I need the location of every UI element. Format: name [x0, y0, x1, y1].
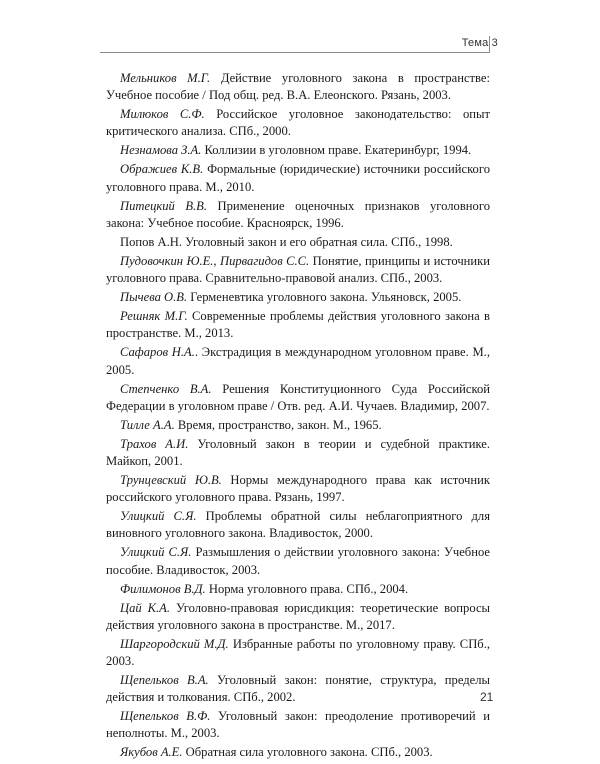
reference-item — [106, 381, 490, 415]
reference-item — [106, 417, 490, 434]
reference-text: Формальные (юридические) источники российского уголовного права. М., 2010. — [106, 162, 490, 194]
header-rule — [100, 52, 490, 53]
reference-author: Якубов А.Е. — [120, 745, 183, 760]
reference-author: Трунцевский Ю.В. — [120, 473, 222, 488]
reference-author: Улицкий С.Я. — [120, 509, 197, 524]
reference-item — [106, 70, 490, 104]
reference-text: Норма уголовного права. СПб., 2004. — [205, 581, 409, 596]
reference-author: Тилле А.А. — [120, 417, 175, 432]
reference-author: Питецкий В.В. — [120, 198, 208, 213]
reference-item — [106, 544, 490, 578]
reference-text: Время, пространство, закон. М., 1965. — [174, 417, 382, 432]
reference-author: Милюков С.Ф. — [120, 107, 205, 122]
reference-text: Уголовно-правовая юрисдикция: теоретические вопросы действия уголовного закона в пространстве. М., 2017. — [106, 600, 490, 632]
reference-text: Проблемы обратной силы неблагоприятного для виновного уголовного закона. Владивосток, 2000. — [106, 509, 490, 541]
reference-item — [106, 198, 490, 232]
reference-item — [106, 289, 490, 306]
reference-item — [106, 508, 490, 542]
reference-list — [106, 70, 490, 764]
reference-text: Попов А.Н. Уголовный закон и его обратная сила. СПб., 1998. — [120, 234, 453, 249]
reference-author: Незнамова З.А. — [120, 143, 202, 158]
reference-text: Современные проблемы действия уголовного закона в пространстве. М., 2013. — [106, 309, 490, 341]
reference-author: Ображиев К.В. — [120, 162, 204, 177]
reference-author: Решняк М.Г. — [120, 309, 188, 324]
reference-author: Трахов А.И. — [120, 436, 189, 451]
reference-item — [106, 708, 490, 742]
reference-author: Сафаров Н.А. — [120, 345, 195, 360]
reference-author: Пычева О.В. — [120, 290, 188, 305]
reference-item — [106, 672, 490, 706]
page-number: 21 — [480, 690, 494, 704]
reference-author: Цай К.А. — [120, 600, 170, 615]
reference-item — [106, 308, 490, 342]
reference-text: Российское уголовное законодательство: опыт критического анализа. СПб., 2000. — [106, 107, 490, 139]
reference-author: Шаргородский М.Д. — [120, 636, 229, 651]
reference-item — [106, 636, 490, 670]
reference-author: Щепельков В.А. — [120, 673, 209, 688]
reference-text: Размышления о действии уголовного закона: Учебное пособие. Владивосток, 2003. — [106, 545, 490, 577]
reference-text: Уголовный закон в теории и судебной практике. Майкоп, 2001. — [106, 436, 490, 468]
reference-text: Решения Конституционного Суда Российской Федерации в уголовном праве / Отв. ред. А.И. Чучаев. Владимир, 2007. — [106, 381, 490, 413]
reference-item — [106, 581, 490, 598]
reference-text: Избранные работы по уголовному праву. СПб., 2003. — [106, 636, 491, 668]
reference-text: . Экстрадиция в международном уголовном праве. М., 2005. — [106, 345, 490, 377]
reference-author: Улицкий С.Я. — [120, 545, 192, 560]
reference-item — [106, 744, 490, 761]
reference-text: Коллизии в уголовном праве. Екатеринбург, 1994. — [201, 143, 472, 158]
reference-item — [106, 472, 490, 506]
reference-item — [106, 344, 490, 378]
reference-text: Обратная сила уголовного закона. СПб., 2003. — [182, 745, 433, 760]
reference-author: Филимонов В.Д. — [120, 581, 206, 596]
reference-text: Герменевтика уголовного закона. Ульяновск, 2005. — [187, 290, 462, 305]
reference-text: Применение оценочных признаков уголовного закона: Учебное пособие. Красноярск, 1996. — [106, 198, 490, 230]
reference-text: Понятие, принципы и источники уголовного права. Сравнительно-правовой анализ. СПб., 2003. — [106, 253, 491, 286]
reference-author: Пудовочкин Ю.Е., Пирвагидов С.С. — [120, 253, 310, 268]
reference-item — [106, 253, 490, 287]
reference-text: Уголовный закон: преодоление противоречий и неполноты. М., 2003. — [106, 709, 490, 741]
reference-text: Нормы международного права как источник российского уголовного права. Рязань, 1997. — [106, 473, 490, 505]
reference-item — [106, 161, 490, 195]
reference-item — [106, 234, 490, 251]
reference-item — [106, 436, 490, 470]
reference-item — [106, 142, 490, 159]
running-head: Тема 3 — [461, 37, 498, 49]
reference-text: Уголовный закон: понятие, структура, пределы действия и толкования. СПб., 2002. — [106, 673, 490, 705]
reference-text: Действие уголовного закона в пространстве: Учебное пособие / Под общ. ред. В.А. Елеонского. Рязань, 2003. — [106, 71, 491, 103]
reference-item — [106, 106, 490, 140]
reference-author: Степченко В.А. — [120, 381, 212, 396]
reference-item — [106, 600, 490, 634]
reference-author: Мельников М.Г. — [120, 71, 211, 85]
reference-author: Щепельков В.Ф. — [120, 709, 211, 724]
